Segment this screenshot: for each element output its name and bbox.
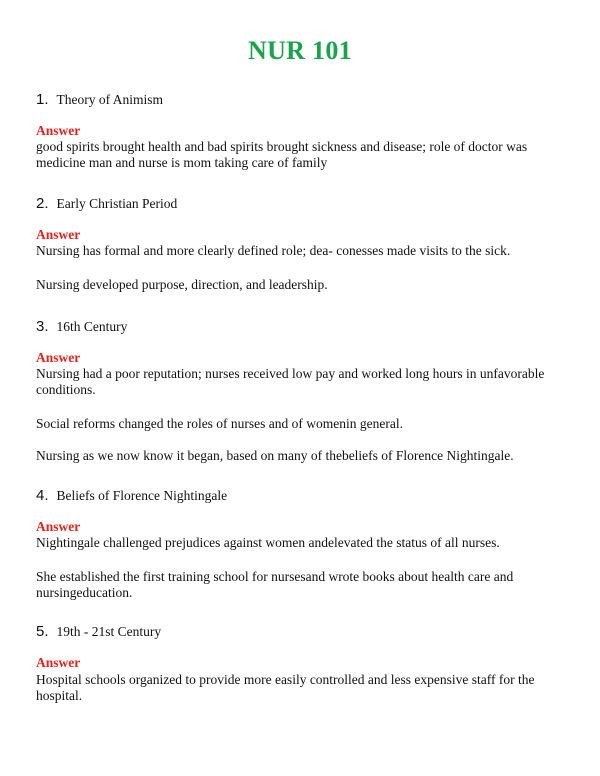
answer-paragraph: good spirits brought health and bad spirits brought sickness and disease; role of doctor was medicine man and nurse is mom taking care of family <box>36 139 528 170</box>
question-1 <box>36 92 566 108</box>
answer-label: Answer <box>36 350 81 365</box>
answer-paragraph: Nightingale challenged prejudices against women andelevated the status of all nurses. <box>36 535 500 550</box>
answer-label: Answer <box>36 655 81 670</box>
question-text: 19th - 21st Century <box>56 624 162 639</box>
answer-label: Answer <box>36 519 81 534</box>
question-text: Early Christian Period <box>56 196 178 211</box>
answer-label: Answer <box>36 227 81 242</box>
answer-paragraph: She established the first training school for nursesand wrote books about health care and nursingeducation. <box>36 569 514 600</box>
question-number: 5. <box>36 623 49 640</box>
answer-paragraph: Nursing as we now know it began, based on many of thebeliefs of Florence Nightingale. <box>36 448 514 463</box>
question-text: Beliefs of Florence Nightingale <box>56 488 228 503</box>
answer-paragraph: Nursing developed purpose, direction, and leadership. <box>36 277 328 292</box>
question-2 <box>36 196 566 212</box>
question-number: 4. <box>36 487 49 504</box>
answer-paragraph: Nursing had a poor reputation; nurses received low pay and worked long hours in unfavorable conditions. <box>36 366 545 397</box>
question-4 <box>36 488 566 504</box>
question-text: Theory of Animism <box>56 92 164 107</box>
question-number: 2. <box>36 195 49 212</box>
answer-label: Answer <box>36 123 81 138</box>
question-3 <box>36 319 566 335</box>
question-5 <box>36 624 566 640</box>
answer-paragraph: Nursing has formal and more clearly defined role; dea- conesses made visits to the sick. <box>36 243 511 258</box>
question-number: 1. <box>36 91 49 108</box>
page-title: NUR 101 <box>248 36 352 65</box>
question-number: 3. <box>36 318 49 335</box>
answer-paragraph: Social reforms changed the roles of nurses and of womenin general. <box>36 416 404 431</box>
question-text: 16th Century <box>56 319 128 334</box>
answer-paragraph: Hospital schools organized to provide more easily controlled and less expensive staff for the hospital. <box>36 672 535 703</box>
